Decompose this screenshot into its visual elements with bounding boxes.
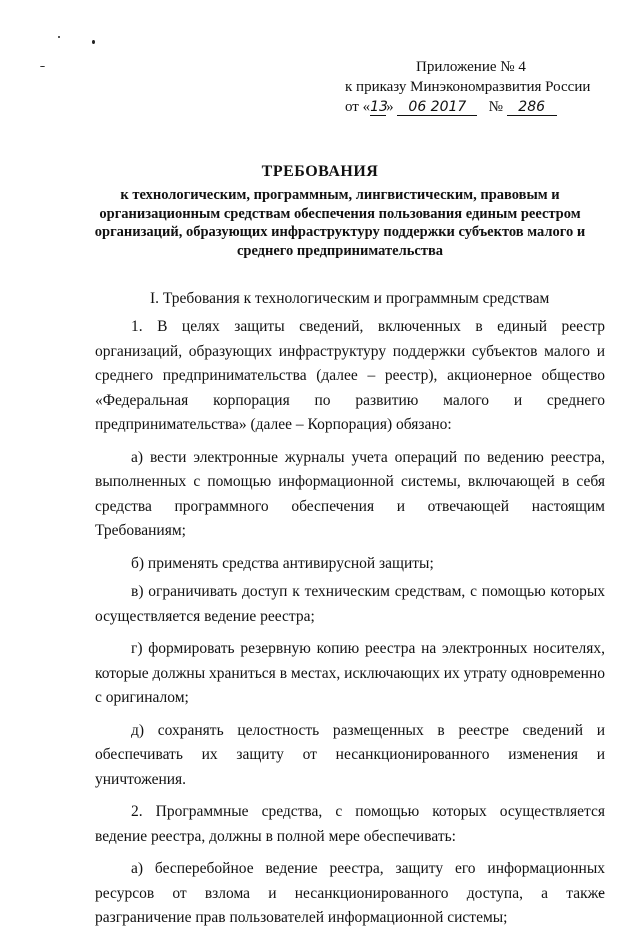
document-body [95,315,605,935]
handwritten-day: 13 [370,99,388,115]
scan-speck [92,40,95,44]
order-reference: к приказу Минэкономразвития России [345,79,591,95]
appendix-number: Приложение № 4 [416,59,526,75]
paragraph: б) применять средства антивирусной защиты; [131,554,434,572]
paragraph: а) бесперебойное ведение реестра, защиту его информационных ресурсов от взлома и несанкционированного доступа, а также разграничение прав пользователей информационной системы; [95,860,605,926]
scan-speck [58,36,60,38]
number-sign: № [488,99,503,115]
paragraph: г) формировать резервную копию реестра на электронных носителях, которые должны храниться в местах, исключающих их утрату одновременно с оригиналом; [95,640,605,706]
document-subtitle: к технологическим, программным, лингвистическим, правовым и организационным средствам обеспечения пользования единым реестром организаций, образующих инфраструктуру поддержки субъектов малого и среднего предпринимательства [94,187,586,259]
order-date-line [345,97,595,117]
date-mid: » [386,99,398,115]
paragraph: в) ограничивать доступ к техническим средствам, с помощью которых осуществляется ведение реестра; [95,583,605,625]
handwritten-month-year: 06 2017 [397,99,477,116]
paragraph: 1. В целях защиты сведений, включенных в единый реестр организаций, образующих инфраструктуру поддержки субъектов малого и среднего предпринимательства (далее – реестр), акционерное общество «Федеральная корпорация по развитию малого и среднего предпринимательства» (далее – Корпорация) обязано: [95,318,605,433]
paragraph: 2. Программные средства, с помощью которых осуществляется ведение реестра, должны в полной мере обеспечивать: [95,803,605,845]
date-prefix: от « [345,99,371,115]
handwritten-order-number: 286 [507,99,557,116]
paragraph: а) вести электронные журналы учета операций по ведению реестра, выполненных с помощью информационной системы, включающей в себя средства программного обеспечения и отвечающей настоящим Требованиям; [95,448,605,539]
paragraph: д) сохранять целостность размещенных в реестре сведений и обеспечивать их защиту от несанкционированного изменения и уничтожения. [95,721,605,788]
appendix-block [345,57,595,117]
document-title: ТРЕБОВАНИЯ [261,163,379,180]
scan-speck [40,66,45,67]
section-heading: I. Требования к технологическим и программным средствам [150,290,550,307]
